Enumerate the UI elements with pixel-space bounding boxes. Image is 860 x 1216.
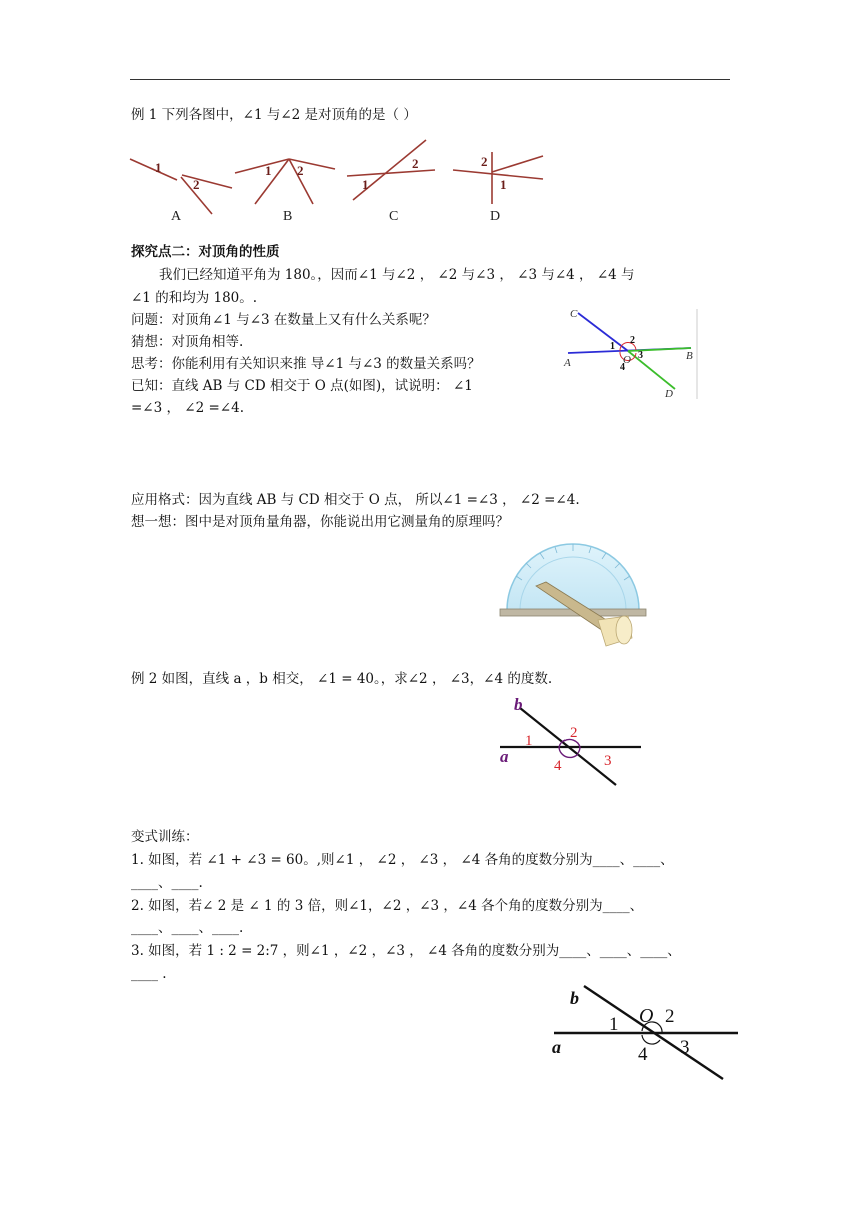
label-angle2: 2	[630, 335, 635, 346]
fig-a-line1	[130, 159, 177, 180]
label-b: B	[686, 350, 693, 362]
label-angle3: 3	[638, 350, 643, 361]
label-angle1: 1	[610, 341, 615, 352]
practice-q2-line2: ____、____、____.	[131, 920, 244, 936]
line-cd-upper	[578, 313, 628, 351]
ab-cd-figure	[558, 303, 703, 403]
section2-heading: 探究点二：对顶角的性质	[131, 244, 280, 260]
label-angle1: 1	[525, 733, 533, 749]
ex2-prompt: 例 2 如图，直线 a ，b 相交， ∠1 = 40。，求∠2 ， ∠3，∠4 的度数.	[131, 671, 553, 687]
label-a: a	[552, 1037, 561, 1057]
section2-known-line1: 已知：直线 AB 与 CD 相交于 O 点(如图)，试说明： ∠1	[131, 378, 473, 394]
option-b-label: B	[283, 209, 293, 224]
label-d: D	[665, 388, 673, 400]
section2-para-line1: 我们已经知道平角为 180。，因而∠1 与∠2 ， ∠2 与∠3 ， ∠3 与∠4 ， ∠4 与	[159, 267, 635, 283]
fig-d-line3	[492, 156, 543, 172]
section2-para-line2: ∠1 的和均为 180。.	[131, 290, 258, 306]
label-a: a	[500, 747, 509, 766]
fig-b-line2	[289, 159, 335, 169]
label-b: b	[570, 988, 579, 1008]
label-b: b	[514, 695, 523, 714]
fig-c-line1	[347, 170, 435, 176]
section2-think: 思考：你能利用有关知识来推 导∠1 与∠3 的数量关系吗？	[131, 356, 481, 372]
label-o: O	[639, 1005, 654, 1027]
label-angle4: 4	[554, 758, 562, 774]
fig-c-label2: 2	[412, 156, 419, 171]
header-rule	[130, 79, 730, 80]
label-a: A	[564, 357, 571, 369]
practice-q3-line1: 3. 如图，若 1 : 2 = 2:7 ，则∠1 ，∠2 ，∠3 ， ∠4 各角的度数分别为____、____、____、	[131, 943, 681, 959]
fig-a-label1: 1	[155, 160, 162, 175]
section2-guess: 猜想：对顶角相等.	[131, 334, 244, 350]
fig-c-label1: 1	[362, 177, 369, 192]
label-angle4: 4	[620, 362, 625, 373]
label-c: C	[570, 308, 578, 320]
label-o: O	[623, 354, 631, 366]
protractor-handle-end	[616, 616, 632, 644]
section2-question: 问题：对顶角∠1 与∠3 在数量上又有什么关系呢？	[131, 312, 436, 328]
think2: 想一想：图中是对顶角量角器，你能说出用它测量角的原理吗？	[131, 514, 509, 530]
fig-b-label2: 2	[297, 163, 304, 178]
fig-d-label2: 2	[481, 154, 488, 169]
option-a-label: A	[171, 209, 182, 224]
option-c-label: C	[389, 209, 399, 224]
protractor-illustration	[498, 538, 648, 653]
label-angle1: 1	[609, 1014, 619, 1035]
label-angle2: 2	[665, 1006, 675, 1027]
practice-q1-line2: ____、____.	[131, 875, 203, 891]
option-d-label: D	[490, 209, 501, 224]
practice-figure	[550, 982, 740, 1087]
fig-a-label2: 2	[193, 177, 200, 192]
fig-b-label1: 1	[265, 163, 272, 178]
practice-q3-line2: ____ .	[131, 966, 167, 982]
label-angle3: 3	[604, 753, 612, 769]
practice-q1-line1: 1. 如图，若 ∠1 + ∠3 = 60。,则∠1 ， ∠2 ， ∠3 ， ∠4 各角的度数分别为____、____、	[131, 852, 674, 868]
practice-q2-line1: 2. 如图，若∠ 2 是 ∠ 1 的 3 倍，则∠1，∠2 ，∠3 ，∠4 各个角的度数分别为____、	[131, 898, 644, 914]
ex1-figures	[125, 132, 555, 232]
fig-d-label1: 1	[500, 177, 507, 192]
practice-heading: 变式训练：	[131, 829, 199, 845]
section2-known-line2: =∠3 ， ∠2 =∠4.	[131, 400, 244, 416]
label-angle3: 3	[680, 1037, 690, 1058]
label-angle2: 2	[570, 725, 578, 741]
label-angle4: 4	[638, 1044, 648, 1065]
ex1-question: 例 1 下列各图中，∠1 与∠2 是对顶角的是（ ）	[131, 107, 417, 123]
apply-format: 应用格式：因为直线 AB 与 CD 相交于 O 点， 所以∠1 =∠3 ， ∠2 =∠4.	[131, 492, 580, 508]
fig-d-line1	[453, 170, 543, 179]
ex2-figure	[498, 693, 648, 793]
